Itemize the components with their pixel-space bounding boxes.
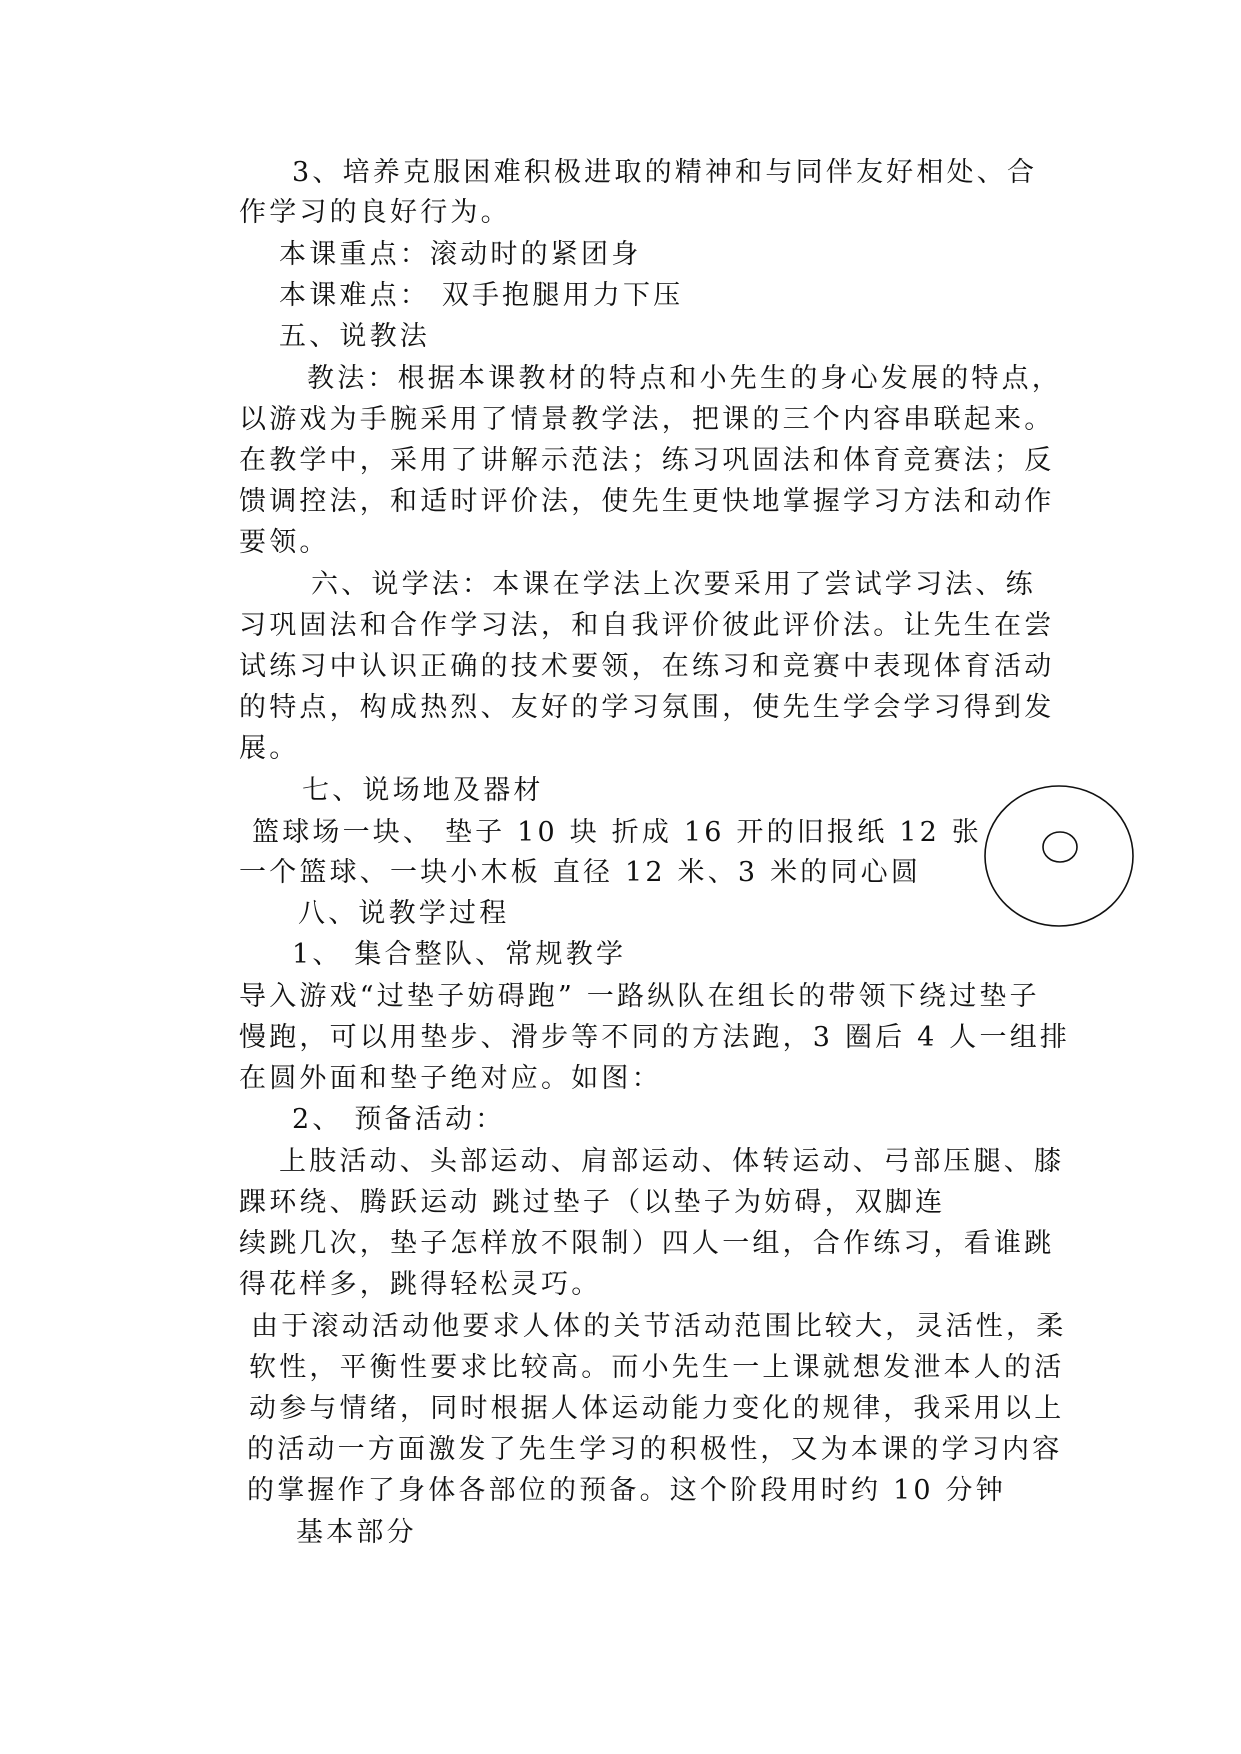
text-line: 馈调控法，和适时评价法，使先生更快地掌握学习方法和动作 [239,486,1055,517]
lesson-focus: 本课重点：滚动时的紧团身 [279,239,642,270]
equipment-line: 一个篮球、一块小木板 直径 12 米、3 米的同心圆 [239,857,922,888]
section-heading: 基本部分 [296,1517,417,1548]
section-heading: 八、说教学过程 [298,898,510,929]
text-line: 慢跑，可以用垫步、滑步等不同的方法跑，3 圈后 4 人一组排 [239,1022,1071,1053]
text-line: 试练习中认识正确的技术要领，在练习和竞赛中表现体育活动 [239,651,1055,682]
outer-circle [985,786,1133,926]
text-line: 由于滚动活动他要求人体的关节活动范围比较大，灵活性，柔 [251,1311,1067,1342]
text-line: 踝环绕、腾跃运动 跳过垫子（以垫子为妨碍，双脚连 [239,1187,946,1218]
text-line: 以游戏为手腕采用了情景教学法，把课的三个内容串联起来。 [239,404,1055,435]
text-line: 3、培养克服困难积极进取的精神和与同伴友好相处、合 [292,157,1038,188]
text-line: 的掌握作了身体各部位的预备。这个阶段用时约 10 分钟 [247,1475,1006,1506]
subsection-heading: 1、 集合整队、常规教学 [292,939,627,970]
text-line: 作学习的良好行为。 [239,197,511,228]
text-line: 上肢活动、头部运动、肩部运动、体转运动、弓部压腿、膝 [279,1146,1065,1177]
text-line: 续跳几次，垫子怎样放不限制）四人一组，合作练习，看谁跳 [239,1228,1055,1259]
text-line: 软性，平衡性要求比较高。而小先生一上课就想发泄本人的活 [249,1352,1065,1383]
inner-circle [1043,832,1077,862]
section-heading: 五、说教法 [279,321,430,352]
lesson-difficulty: 本课难点： 双手抱腿用力下压 [279,280,684,311]
section-heading: 七、说场地及器材 [302,775,544,806]
text-line: 展。 [239,733,300,764]
subsection-heading: 2、 预备活动： [292,1104,506,1135]
text-line: 得花样多，跳得轻松灵巧。 [239,1269,602,1300]
text-line: 导入游戏“过垫子妨碍跑” 一路纵队在组长的带领下绕过垫子 [239,981,1040,1012]
equipment-line: 篮球场一块、 垫子 10 块 折成 16 开的旧报纸 12 张 [252,817,982,848]
section-heading: 六、说学法：本课在学法上次要采用了尝试学习法、练 [311,569,1036,600]
text-line: 在教学中，采用了讲解示范法；练习巩固法和体育竞赛法；反 [239,445,1055,476]
text-line: 动参与情绪，同时根据人体运动能力变化的规律，我采用以上 [249,1393,1065,1424]
text-line: 的活动一方面激发了先生学习的积极性，又为本课的学习内容 [247,1434,1063,1465]
text-line: 要领。 [239,527,330,558]
text-line: 习巩固法和合作学习法，和自我评价彼此评价法。让先生在尝 [239,610,1055,641]
concentric-circles-diagram [980,778,1140,934]
text-line: 在圆外面和垫子绝对应。如图： [239,1063,662,1094]
text-line: 教法：根据本课教材的特点和小先生的身心发展的特点， [307,363,1062,394]
text-line: 的特点，构成热烈、友好的学习氛围，使先生学会学习得到发 [239,692,1055,723]
